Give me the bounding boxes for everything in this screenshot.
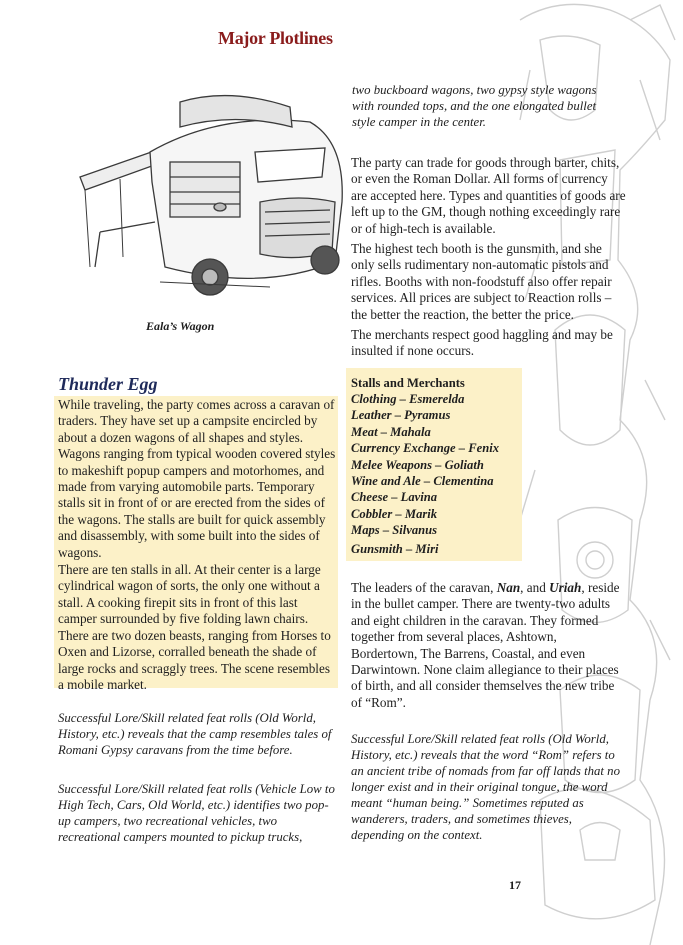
stall-item: Wine and Ale – Clementina bbox=[351, 474, 494, 489]
leaders-text: , and bbox=[520, 580, 550, 595]
page-header: Major Plotlines bbox=[218, 28, 333, 48]
stall-item: Melee Weapons – Goliath bbox=[351, 457, 484, 472]
stall-item: Maps – Silvanus bbox=[351, 523, 438, 538]
stall-item: Currency Exchange – Fenix bbox=[351, 441, 499, 456]
stall-item: Clothing – Esmerelda bbox=[351, 392, 465, 406]
paragraph: While traveling, the party comes across a caravan of traders. They have set up a campsite encircled by about a dozen wagons of all shapes and styles. Wagons ranging from typical wooden covered styles to makeshift popup campers and motorhomes, and made from varying automobile parts. Temporary stalls sit in front of or are erected from the sides of the wagons. The stalls are built for quick assembly and disassembly, with some built into the sides of wagons. bbox=[58, 397, 336, 560]
leader-name: Uriah bbox=[549, 580, 582, 595]
leaders-text: , reside in the bullet camper. There are twenty-two adults and eight children in the caravan. They formed together from several places, Ashtown, Bordertown, The Barrens, Coastal, and even Darwintown. None claim allegiance to their places of birth, and all consider themselves the new tribe of “Rom”. bbox=[351, 580, 620, 710]
stalls-title: Stalls and Merchants bbox=[351, 376, 465, 390]
italic-note: Successful Lore/Skill related feat rolls (Old World, History, etc.) reveals that the word “Rom” refers to an ancient tribe of nomads from far off lands that no longer exist and in their original tongue, the word meant “human being.” Sometimes reputed as wanderers, traders, and sometimes thieves, depending on the context. bbox=[351, 732, 620, 842]
wagon-illustration bbox=[60, 82, 350, 314]
italic-note: Successful Lore/Skill related feat rolls (Vehicle Low to High Tech, Cars, Old World, etc.) identifies two pop-up campers, two recreational vehicles, two recreational campers mounted to pickup trucks, bbox=[58, 782, 335, 844]
left-box-text bbox=[58, 397, 338, 693]
stalls-list bbox=[351, 375, 523, 557]
stall-item: Leather – Pyramus bbox=[351, 408, 451, 423]
paragraph: There are ten stalls in all. At their center is a large cylindrical wagon of sorts, the only one without a stall. A cooking firepit sits in front of this last camper surrounded by five folding lawn chairs. There are two dozen beasts, ranging from Horses to Oxen and Lizorse, corralled beneath the shade of large rocks and scraggly trees. The scene resembles a mobile market. bbox=[58, 562, 331, 692]
leaders-text: The leaders of the caravan, bbox=[351, 580, 497, 595]
leaders-paragraph bbox=[351, 580, 625, 711]
paragraph: The highest tech booth is the gunsmith, and she only sells rudimentary non-automatic pistols and rifles. Booths with non-foodstuff also offer repair services. All prices are subject to Reaction rolls – the better the reaction, the better the price. bbox=[351, 241, 612, 322]
italic-note: two buckboard wagons, two gypsy style wagons with rounded tops, and the one elongated bullet style camper in the center. bbox=[352, 83, 597, 129]
section-title: Thunder Egg bbox=[58, 374, 158, 394]
stall-item: Cheese – Lavina bbox=[351, 490, 438, 505]
leader-name: Nan bbox=[496, 580, 521, 595]
italic-note: Successful Lore/Skill related feat rolls (Old World, History, etc.) reveals that the camp resembles tales of Romani Gypsy caravans from the time before. bbox=[58, 711, 332, 757]
stall-item: Gunsmith – Miri bbox=[351, 541, 439, 556]
paragraph: The party can trade for goods through barter, chits, or even the Roman Dollar. All forms of currency are accepted here. Types and quantities of goods are left up to the GM, though nothing exceedingly rare or of high-tech is available. bbox=[351, 155, 626, 236]
stall-item: Meat – Mahala bbox=[351, 424, 431, 439]
stall-item: Cobbler – Marik bbox=[351, 506, 438, 521]
figure-caption: Eala’s Wagon bbox=[146, 319, 215, 333]
paragraph: The merchants respect good haggling and may be insulted if none occurs. bbox=[351, 327, 613, 359]
right-text bbox=[351, 155, 627, 360]
page-number: 17 bbox=[509, 878, 521, 892]
